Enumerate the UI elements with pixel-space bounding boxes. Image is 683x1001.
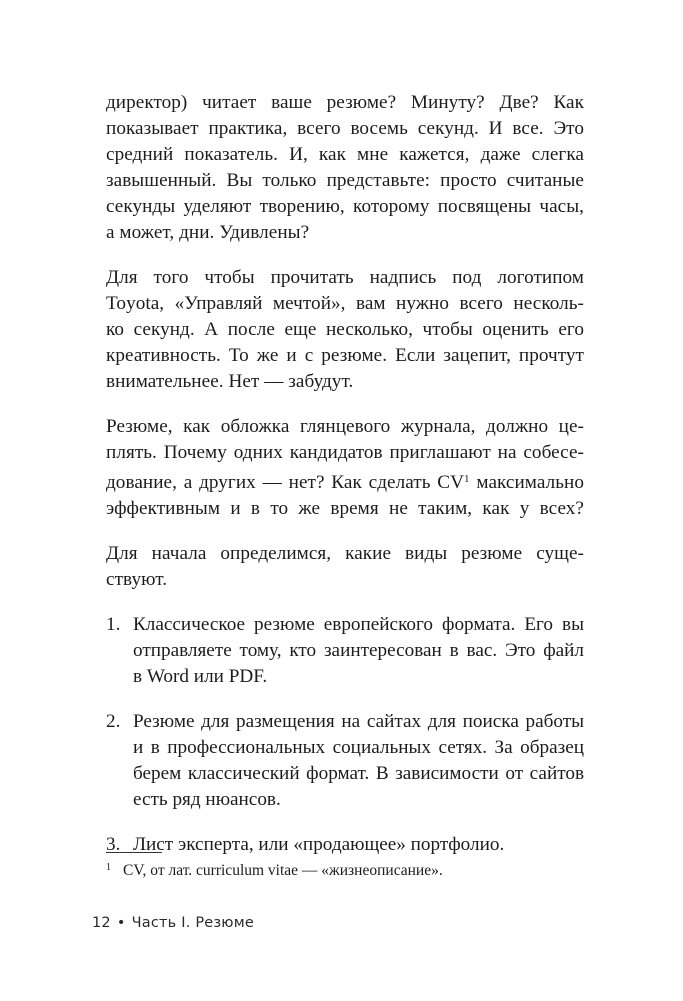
footnote-text: CV, от лат. curriculum vitae — «жизнеописание».: [123, 862, 443, 879]
text-line: Резюме для размещения на сайтах для поиска работы: [133, 711, 584, 732]
list-item: [106, 832, 584, 858]
text-line: плять. Почему одних кандидатов приглашают на собесе-: [106, 442, 584, 463]
text-line: Классическое резюме европейского формата. Его вы: [133, 614, 584, 635]
section-title: Часть I. Резюме: [131, 915, 254, 931]
text-line-with-footnote: [106, 466, 584, 496]
list-number: 1.: [106, 614, 121, 635]
text-line: показывает практика, всего восемь секунд. И все. Это: [106, 118, 584, 139]
running-footer: [92, 915, 254, 931]
list-number: 3.: [106, 834, 121, 855]
text-line: Резюме, как обложка глянцевого журнала, должно це-: [106, 416, 584, 437]
text-line: директор) читает ваше резюме? Минуту? Две? Как: [106, 92, 584, 113]
paragraph-2: [106, 265, 584, 395]
page-number: 12: [92, 915, 111, 931]
text-line: секунды уделяют творению, которому посвящены часы,: [106, 196, 584, 217]
text-line: эффективным и в то же время не таким, как у всех?: [106, 498, 584, 519]
text-line: Для начала определимся, какие виды резюме суще-: [106, 543, 584, 564]
text-fragment: дование, а других — нет? Как сделать CV: [106, 472, 465, 493]
text-line: средний показатель. И, как мне кажется, даже слегка: [106, 144, 584, 165]
text-line: завышенный. Вы только представьте: просто считаные: [106, 170, 584, 191]
paragraph-3: [106, 414, 584, 522]
bullet-separator: •: [116, 915, 126, 931]
text-line: Для того чтобы прочитать надпись под логотипом: [106, 267, 584, 288]
footnote-reference[interactable]: 1: [464, 473, 470, 485]
text-line: в Word или PDF.: [133, 666, 268, 687]
page-body: [106, 90, 584, 877]
text-line: Toyota, «Управляй мечтой», вам нужно всего несколь-: [106, 293, 584, 314]
text-line: и в профессиональных социальных сетях. За образец: [133, 737, 584, 758]
footnote: [106, 857, 443, 882]
text-line: креативность. То же и с резюме. Если зацепит, прочтут: [106, 345, 584, 366]
numbered-list: [106, 612, 584, 858]
text-line: ко секунд. А после еще несколько, чтобы оценить его: [106, 319, 584, 340]
text-fragment: максимально: [469, 472, 584, 493]
footnote-divider: [106, 852, 162, 853]
text-line: отправляете тому, кто заинтересован в вас. Это файл: [133, 640, 584, 661]
text-line: ствуют.: [106, 569, 168, 590]
footnote-marker: 1: [106, 862, 111, 873]
paragraph-4: [106, 541, 584, 593]
text-line: внимательнее. Нет — забудут.: [106, 371, 354, 392]
text-line: Лист эксперта, или «продающее» портфолио.: [133, 834, 505, 855]
list-item: [106, 709, 584, 813]
list-item: [106, 612, 584, 690]
paragraph-1: [106, 90, 584, 246]
text-line: есть ряд нюансов.: [133, 789, 281, 810]
list-number: 2.: [106, 711, 121, 732]
text-line: а может, дни. Удивлены?: [106, 222, 310, 243]
text-line: берем классический формат. В зависимости от сайтов: [133, 763, 584, 784]
